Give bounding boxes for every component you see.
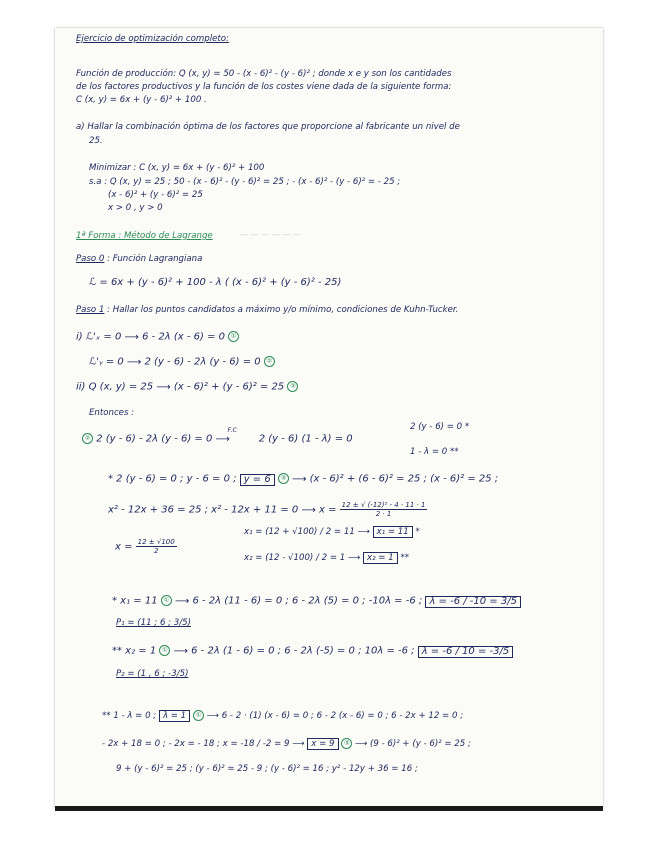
fc-label: F.C [227,425,238,434]
case2-line-a [102,710,463,722]
paso-0-text: : Función Lagrangiana [107,254,203,264]
question-line: 25. [89,136,103,146]
paso-1-label: Paso 1 [76,305,105,315]
condition-lhs: ii) Q (x, y) = 25 [76,381,154,393]
right-arrow-icon: ⟶ [357,527,370,537]
root-text: x₁ = (12 + √100) / 2 = 11 [244,527,355,537]
right-arrow-icon: ⟶ [206,711,219,721]
condition-rhs: 6 - 2λ (x - 6) = 0 [142,331,226,343]
right-arrow-icon: ⟶ [174,595,190,607]
equation-tag: ③ [287,381,298,392]
condition-lhs: i) ℒ'ₓ = 0 [76,331,122,343]
right-arrow-icon: ⟶ [354,739,368,749]
case1-text: * x₁ = 11 [112,595,158,607]
condition-i [76,331,239,343]
fc-equation: 2 (y - 6) - 2λ (y - 6) = 0 [96,433,213,445]
equation-tag: ③ [278,473,289,484]
entonces-label: Entonces : [89,408,135,418]
case1-x1-check [112,595,521,608]
objective-line: Minimizar : C (x, y) = 6x + (y - 6)² + 100 [89,163,265,173]
fraction-denominator: 2 [153,547,159,555]
root-x2: x₂ = (12 - √100) / 2 = 1 ⟶ x₂ = 1 ** [244,553,410,563]
equation-tag: ① [228,331,239,342]
paso-1-text: : Hallar los puntos candidatos a máximo y/o mínimo, condiciones de Kuhn-Tucker. [107,305,459,315]
boxed-result: x₁ = 11 [373,526,413,538]
case1-line-a [108,473,498,486]
constraint-line: (x - 6)² + (y - 6)² = 25 [108,190,203,200]
fraction-numerator: 12 ± √ (-12)² - 4 · 11 · 1 [341,501,426,509]
case2-line-c: 9 + (y - 6)² = 25 ; (y - 6)² = 25 - 9 ; (y - 6)² = 16 ; y² - 12y + 36 = 16 ; [116,764,418,774]
problem-line: C (x, y) = 6x + (y - 6)² + 100 . [76,95,207,105]
right-arrow-icon: ⟶ [292,473,307,485]
fraction-denominator: 2 · 1 [375,510,392,518]
right-arrow-icon: ⟶ [347,553,361,563]
case1-text: x² - 12x + 36 = 25 ; x² - 12x + 11 = 0 [108,504,299,516]
case2-text: (9 - 6)² + (y - 6)² = 25 ; [370,739,471,749]
case1-line-c [108,501,427,518]
lambda-result: λ = -6 / 10 = -3/5 [418,646,514,658]
right-arrow-icon: ⟶ [124,331,139,343]
case1-text: 6 - 2λ (11 - 6) = 0 ; 6 - 2λ (5) = 0 ; -10λ = -6 ; [192,595,423,607]
boxed-result: λ = 1 [159,710,190,722]
condition-rhs: 2 (y - 6) - 2λ (y - 6) = 0 [144,356,261,368]
right-arrow-icon: ⟶ [301,504,316,516]
problem-line: de los factores productivos y la función de los costes viene dada de la siguiente forma: [76,82,452,92]
fc-result: 2 (y - 6) (1 - λ) = 0 [258,433,353,445]
case1-text: ** x₂ = 1 [112,645,157,657]
quadratic-fraction [340,501,428,518]
root-text: x₂ = (12 - √100) / 2 = 1 [244,553,346,563]
candidate-point-1: P₁ = (11 ; 6 ; 3/5) [116,618,191,628]
equation-tag: ② [82,433,93,444]
fc-arrow: F.C ⟶ [215,425,238,445]
page-shadow-edge [55,806,603,811]
case1-text: (x - 6)² + (6 - 6)² = 25 ; (x - 6)² = 25 ; [309,473,499,485]
condition-i2 [89,356,275,368]
lambda-result: λ = -6 / -10 = 3/5 [425,596,521,608]
condition-lhs: ℒ'ᵧ = 0 [89,356,124,368]
equation-tag: ① [193,710,204,721]
equation-tag: ① [161,595,172,606]
paso-0-label: Paso 0 [76,254,105,264]
case1-text: x = [115,541,133,553]
equation-tag: ① [159,645,170,656]
candidate-point-2: P₂ = (1 , 6 ; -3/5) [116,669,189,679]
constraint-line: x > 0 , y > 0 [108,203,163,213]
case1-text: 6 - 2λ (1 - 6) = 0 ; 6 - 2λ (-5) = 0 ; 10λ = -6 ; [191,645,415,657]
page-title: Ejercicio de optimización completo: [76,34,229,44]
condition-ii [76,381,298,393]
question-line: a) Hallar la combinación óptima de los factores que proporcione al fabricante un nivel de [76,122,460,132]
case2-line-b [102,738,471,750]
case2-text: 6 - 2 · (1) (x - 6) = 0 ; 6 - 2 (x - 6) = 0 ; 6 - 2x + 12 = 0 ; [221,711,464,721]
paso-0-line [76,254,202,265]
case2-text: - 2x + 18 = 0 ; - 2x = - 18 ; x = -18 / -2 = 9 [102,739,290,749]
equation-tag: ③ [341,738,352,749]
right-arrow-icon: ⟶ [156,381,171,393]
boxed-result: y = 6 [240,474,275,486]
factor-line [82,425,353,445]
case1-text: * 2 (y - 6) = 0 ; y - 6 = 0 ; [108,473,237,485]
right-arrow-icon: ⟶ [173,645,188,657]
fraction-numerator: 12 ± √100 [137,538,175,546]
section-heading: 1ª Forma : Método de Lagrange [76,231,213,241]
right-arrow-icon: ⟶ [292,739,305,749]
boxed-result: x = 9 [307,738,338,750]
notebook-page [55,28,603,808]
equation-tag: ② [264,356,275,367]
case1-line-d [115,538,177,555]
condition-rhs: (x - 6)² + (y - 6)² = 25 [173,381,285,393]
paso-1-line [76,305,458,316]
bleed-through: — — — — — — [240,230,301,239]
lagrangian: ℒ = 6x + (y - 6)² + 100 - λ ( (x - 6)² + (y - 6)² - 25) [89,277,342,288]
problem-line: Función de producción: Q (x, y) = 50 - (x - 6)² - (y - 6)² ; donde x e y son los cantidades [76,69,452,79]
branch-2: 1 - λ = 0 ** [410,447,459,457]
case1-text: x = [319,504,337,516]
constraint-line: s.a : Q (x, y) = 25 ; 50 - (x - 6)² - (y - 6)² = 25 ; - (x - 6)² - (y - 6)² = - 25 ; [89,177,401,187]
branch-1: 2 (y - 6) = 0 * [410,422,470,432]
case2-text: ** 1 - λ = 0 ; [102,711,157,721]
root-x1: x₁ = (12 + √100) / 2 = 11 ⟶ x₁ = 11 * [244,527,420,537]
root-fraction [136,538,177,555]
boxed-result: x₂ = 1 [363,552,398,564]
right-arrow-icon: ⟶ [126,356,142,368]
case1-x2-check [112,645,513,658]
